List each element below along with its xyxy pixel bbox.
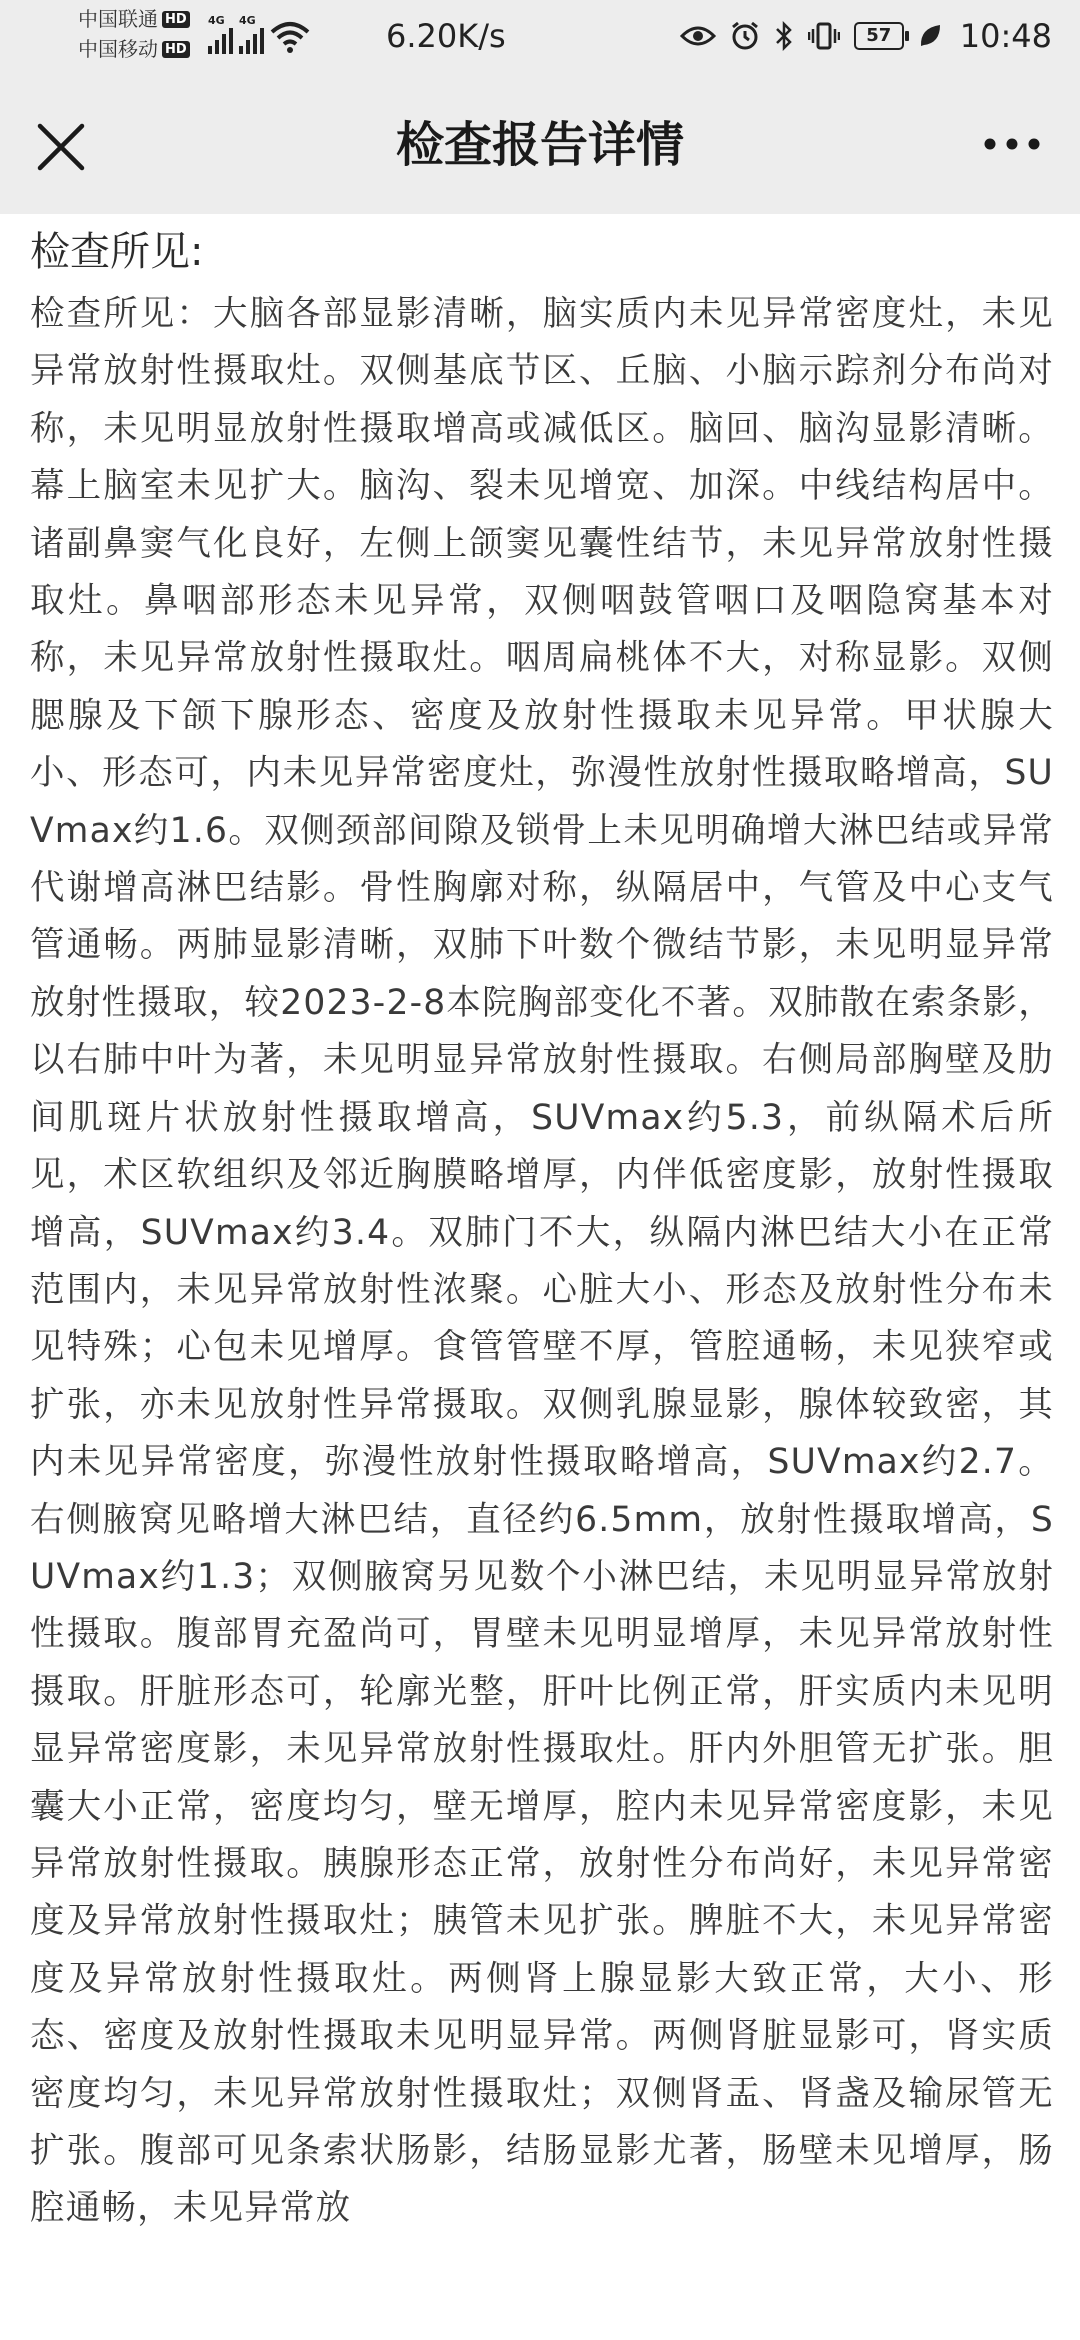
network-type-label: 4G (239, 14, 256, 27)
network-speed: 6.20K/s (386, 17, 506, 55)
network-type-label: 4G (208, 14, 225, 27)
battery-icon: 57 (854, 22, 904, 50)
findings-text: 检查所见：大脑各部显影清晰，脑实质内未见异常密度灶，未见异常放射性摄取灶。双侧基底节区、丘脑、小脑示踪剂分布尚对称，未见明显放射性摄取增高或减低区。脑回、脑沟显影清晰。幕上脑室未见扩大。脑沟、裂未见增宽、加深。中线结构居中。诸副鼻窦气化良好，左侧上颌窦见囊性结节，未见异常放射性摄取灶。鼻咽部形态未见异常，双侧咽鼓管咽口及咽隐窝基本对称，未见异常放射性摄取灶。咽周扁桃体不大，对称显影。双侧腮腺及下颌下腺形态、密度及放射性摄取未见异常。甲状腺大小、形态可，内未见异常密度灶，弥漫性放射性摄取略增高，SUVmax约1.6。双侧颈部间隙及锁骨上未见明确增大淋巴结或异常代谢增高淋巴结影。骨性胸廓对称，纵隔居中，气管及中心支气管通畅。两肺显影清晰，双肺下叶数个微结节影，未见明显异常放射性摄取，较2023-2-8本院胸部变化不著。双肺散在索条影，以右肺中叶为著，未见明显异常放射性摄取。右侧局部胸壁及肋间肌斑片状放射性摄取增高，SUVmax约5.3，前纵隔术后所见，术区软组织及邻近胸膜略增厚，内伴低密度影，放射性摄取增高，SUVmax约3.4。双肺门不大，纵隔内淋巴结大小在正常范围内，未见异常放射性浓聚。心脏大小、形态及放射性分布未见特殊；心包未见增厚。食管管壁不厚，管腔通畅，未见狭窄或扩张，亦未见放射性异常摄取。双侧乳腺显影，腺体较致密，其内未见异常密度，弥漫性放射性摄取略增高，SUVmax约2.7。右侧腋窝见略增大淋巴结，直径约6.5mm，放射性摄取增高，SUVmax约1.3；双侧腋窝另见数个小淋巴结，未见明显异常放射性摄取。腹部胃充盈尚可，胃壁未见明显增厚，未见异常放射性摄取。肝脏形态可，轮廓光整，肝叶比例正常，肝实质内未见明显异常密度影，未见异常放射性摄取灶。肝内外胆管无扩张。胆囊大小正常，密度均匀，壁无增厚，腔内未见异常密度影，未见异常放射性摄取。胰腺形态正常，放射性分布尚好，未见异常密度及异常放射性摄取灶；胰管未见扩张。脾脏不大，未见异常密度及异常放射性摄取灶。两侧肾上腺显影大致正常，大小、形态、密度及放射性摄取未见明显异常。两侧肾脏显影可，肾实质密度均匀，未见异常放射性摄取灶；双侧肾盂、肾盏及输尿管无扩张。腹部可见条索状肠影，结肠显影尤著，肠壁未见增厚，肠腔通畅，未见异常放 (30, 294, 1054, 2229)
signal-icon (239, 14, 264, 54)
carrier-1-label: 中国联通 (78, 7, 158, 31)
more-dots-icon (980, 124, 1044, 164)
carrier-info (78, 4, 208, 64)
alarm-icon (730, 21, 760, 51)
findings-heading: 检查所见: (30, 229, 204, 275)
carrier-2-label: 中国移动 (78, 37, 158, 61)
hd-badge: HD (162, 41, 190, 58)
status-bar (0, 0, 1080, 72)
hd-badge: HD (162, 11, 190, 28)
more-options-button[interactable] (980, 124, 1044, 164)
clock: 10:48 (959, 17, 1052, 55)
status-icons (680, 14, 1052, 58)
wifi-icon (270, 20, 310, 54)
report-content (30, 214, 1054, 2238)
leaf-icon (918, 23, 942, 49)
signal-icon (208, 14, 233, 54)
eye-icon (680, 24, 716, 48)
page-title: 检查报告详情 (395, 117, 684, 173)
nav-bar (0, 72, 1080, 214)
vibrate-icon (808, 21, 840, 51)
bluetooth-icon (774, 21, 794, 51)
signal-indicators (208, 14, 310, 54)
